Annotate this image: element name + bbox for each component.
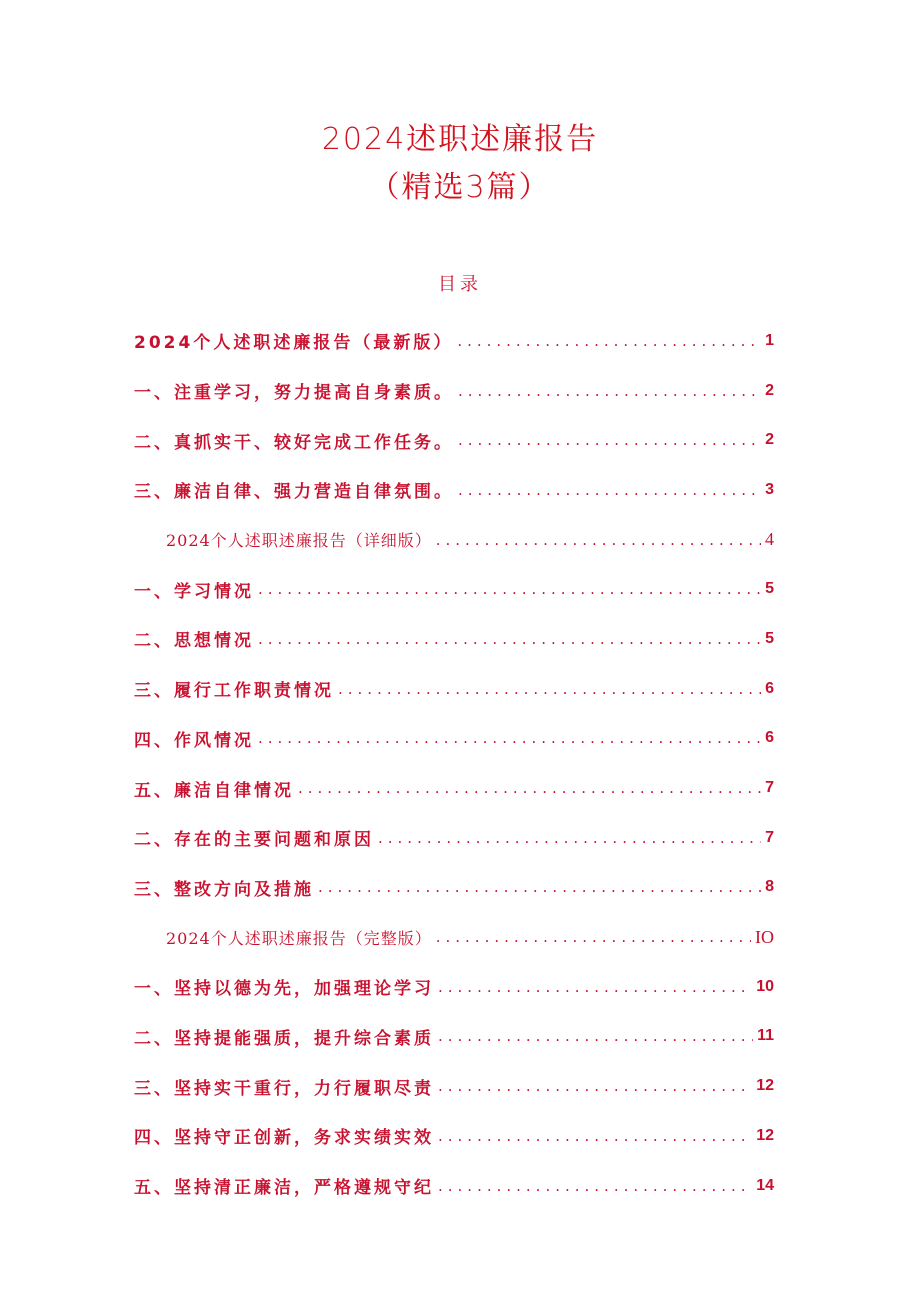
toc-entry[interactable] <box>134 664 774 714</box>
toc-entry[interactable] <box>134 962 774 1012</box>
toc-entry-label: 三、廉洁自律、强力营造自律氛围。 <box>134 482 454 503</box>
toc-entry-page-number: 2 <box>765 431 774 449</box>
toc-dot-leader <box>438 1077 752 1095</box>
toc-entry-page-number: 4 <box>765 529 774 550</box>
toc-entry-label: 2024个人述职述廉报告（最新版） <box>134 333 454 354</box>
toc-entry-label: 五、廉洁自律情况 <box>134 780 294 801</box>
toc-entry[interactable] <box>134 1111 774 1161</box>
toc-dot-leader <box>298 779 761 797</box>
toc-entry-page-number: 2 <box>765 381 774 399</box>
toc-entry-page-number: 8 <box>765 878 774 896</box>
toc-dot-leader <box>438 1027 753 1045</box>
toc-entry-page-number: 6 <box>765 729 774 747</box>
toc-entry-label: 四、作风情况 <box>134 730 254 751</box>
toc-dot-leader <box>338 680 761 698</box>
toc-entry[interactable] <box>134 614 774 664</box>
toc-dot-leader <box>438 1127 752 1145</box>
toc-entry[interactable] <box>134 863 774 913</box>
document-title: 2024述职述廉报告 <box>321 122 599 157</box>
toc-dot-leader <box>258 580 761 598</box>
toc-entry-page-number: 3 <box>765 480 774 498</box>
toc-dot-leader <box>438 978 752 996</box>
toc-dot-leader <box>436 531 761 549</box>
toc-entry-label: 二、真抓实干、较好完成工作任务。 <box>134 432 454 453</box>
toc-entry-label: 三、履行工作职责情况 <box>134 681 334 702</box>
toc-entry-label: 2024个人述职述廉报告（完整版） <box>166 928 432 948</box>
toc-dot-leader <box>436 928 751 946</box>
toc-entry[interactable] <box>134 415 774 465</box>
toc-entry-page-number: 7 <box>765 779 774 797</box>
toc-dot-leader <box>438 1177 752 1195</box>
toc-entry-page-number: 1 <box>765 331 774 349</box>
toc-entry-page-number: 5 <box>765 629 774 647</box>
toc-entry-page-number: 6 <box>765 679 774 697</box>
toc-entry-label: 三、整改方向及措施 <box>134 879 314 900</box>
table-of-contents <box>134 316 774 1210</box>
toc-entry-page-number: 10 <box>756 977 774 995</box>
toc-entry[interactable] <box>134 316 774 366</box>
toc-entry-label: 二、坚持提能强质，提升综合素质 <box>134 1028 434 1049</box>
toc-dot-leader <box>457 332 761 350</box>
toc-heading: 目录 <box>438 274 482 295</box>
toc-entry-label: 2024个人述职述廉报告（详细版） <box>166 531 432 551</box>
toc-entry[interactable] <box>134 1161 774 1211</box>
toc-dot-leader <box>258 729 761 747</box>
toc-dot-leader <box>458 382 761 400</box>
toc-entry[interactable] <box>134 714 774 764</box>
toc-entry[interactable] <box>134 564 774 614</box>
toc-entry-label: 一、坚持以德为先，加强理论学习 <box>134 979 434 1000</box>
toc-entry-page-number: 12 <box>756 1077 774 1095</box>
toc-entry[interactable] <box>134 515 774 565</box>
toc-entry-page-number: IO <box>755 926 774 947</box>
toc-entry[interactable] <box>134 763 774 813</box>
toc-entry[interactable] <box>134 465 774 515</box>
toc-entry[interactable] <box>134 813 774 863</box>
toc-dot-leader <box>318 878 761 896</box>
toc-entry-page-number: 14 <box>756 1176 774 1194</box>
toc-entry[interactable] <box>134 1012 774 1062</box>
toc-entry-label: 二、存在的主要问题和原因 <box>134 830 374 851</box>
toc-entry-page-number: 11 <box>757 1027 774 1045</box>
toc-entry[interactable] <box>134 366 774 416</box>
toc-entry[interactable] <box>134 1061 774 1111</box>
toc-dot-leader <box>378 829 761 847</box>
toc-entry-label: 五、坚持清正廉洁，严格遵规守纪 <box>134 1178 434 1199</box>
toc-entry-label: 一、注重学习，努力提高自身素质。 <box>134 383 454 404</box>
toc-entry-page-number: 12 <box>756 1126 774 1144</box>
toc-entry[interactable] <box>134 912 774 962</box>
toc-entry-label: 四、坚持守正创新，务求实绩实效 <box>134 1128 434 1149</box>
toc-entry-page-number: 5 <box>765 580 774 598</box>
toc-entry-label: 二、思想情况 <box>134 631 254 652</box>
toc-dot-leader <box>258 630 761 648</box>
toc-dot-leader <box>458 481 761 499</box>
toc-dot-leader <box>458 431 761 449</box>
toc-entry-label: 一、学习情况 <box>134 581 254 602</box>
toc-entry-page-number: 7 <box>765 828 774 846</box>
document-subtitle: （精选3篇） <box>369 170 551 205</box>
toc-entry-label: 三、坚持实干重行，力行履职尽责 <box>134 1078 434 1099</box>
